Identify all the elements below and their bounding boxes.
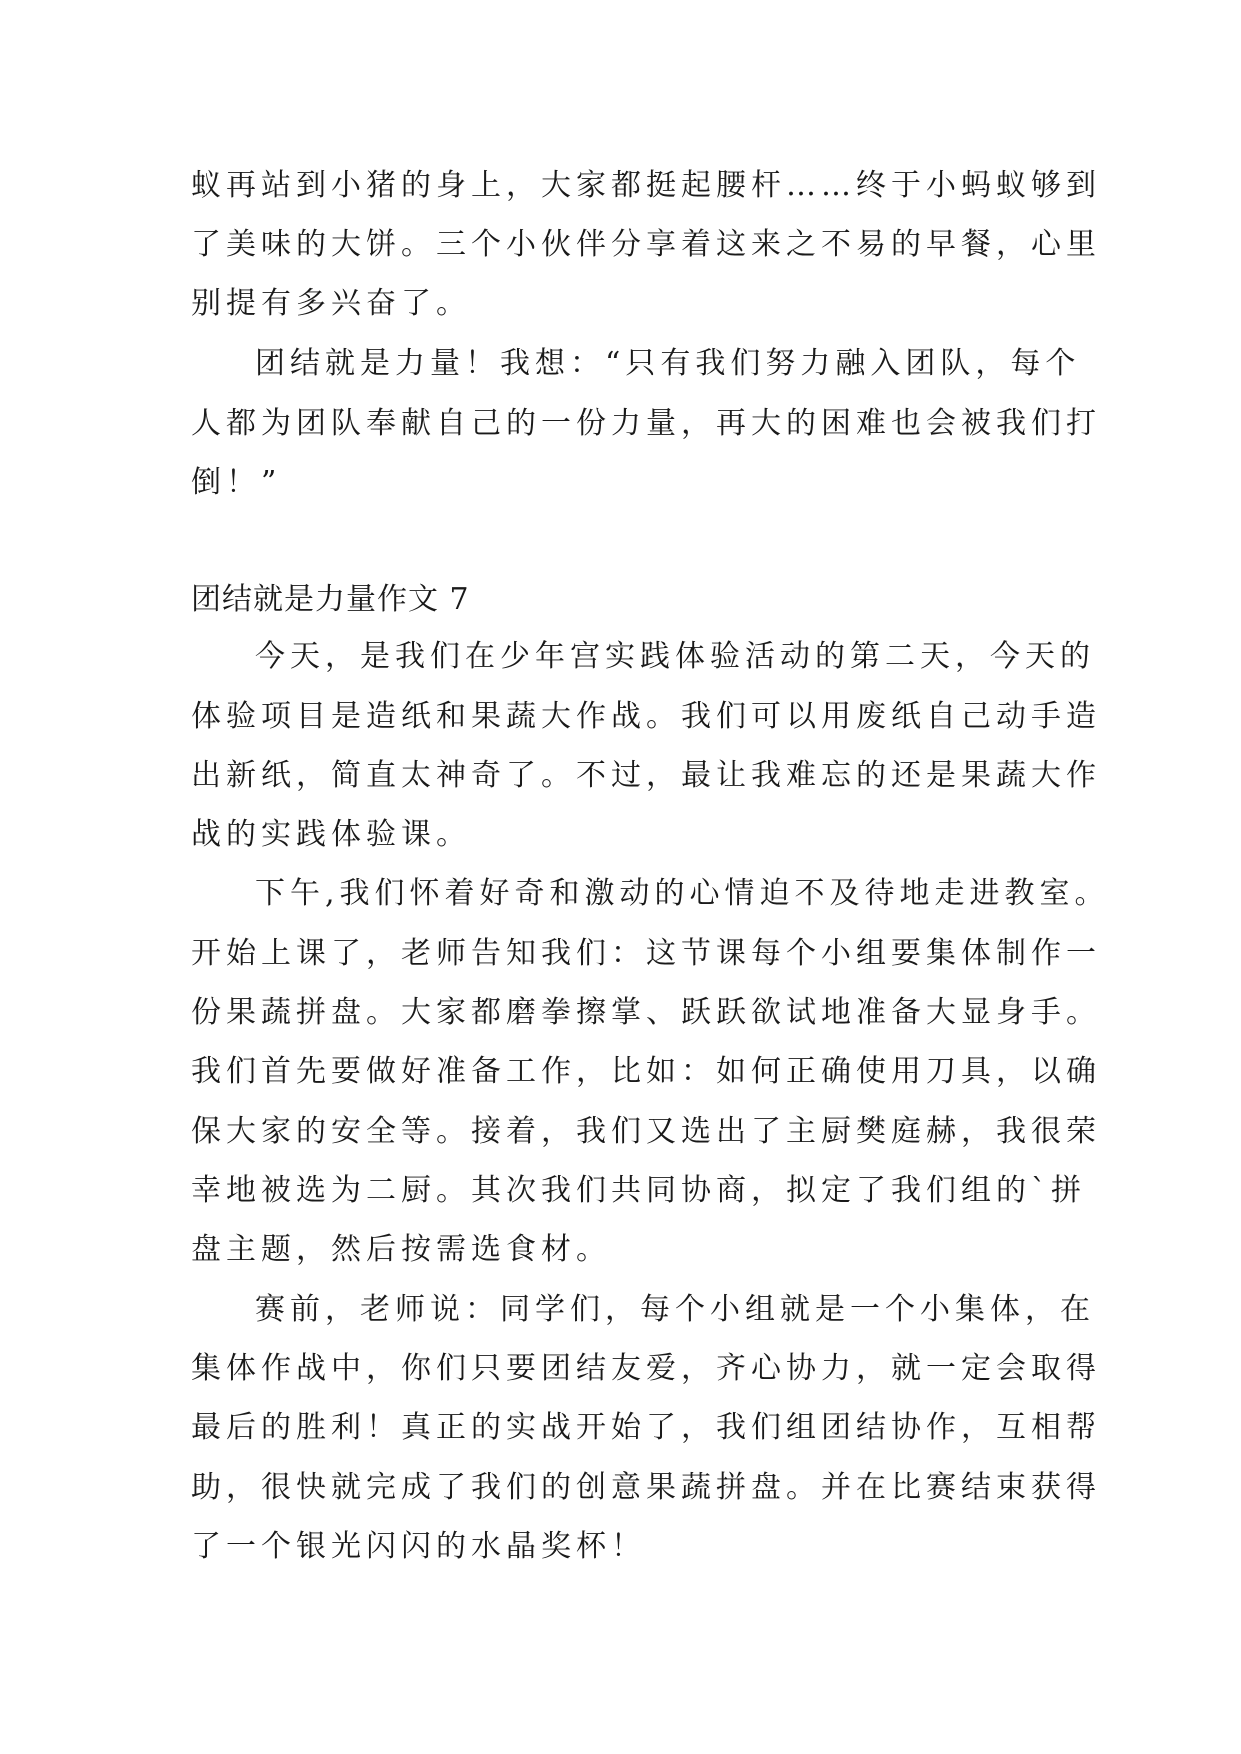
text-line: 份果蔬拼盘。大家都磨拳擦掌、跃跃欲试地准备大显身手。 [191,995,1101,1030]
text-line: 盘主题，然后按需选食材。 [191,1232,611,1267]
text-line: 别提有多兴奋了。 [191,286,471,321]
text-line: 体验项目是造纸和果蔬大作战。我们可以用废纸自己动手造 [191,699,1101,734]
text-line: 我们首先要做好准备工作，比如：如何正确使用刀具，以确 [191,1054,1101,1089]
text-line: 开始上课了，老师告知我们：这节课每个小组要集体制作一 [191,936,1101,971]
text-line: 了一个银光闪闪的水晶奖杯！ [191,1529,646,1564]
text-line: 倒！” [191,465,282,500]
text-line: 战的实践体验课。 [191,817,471,852]
paragraph-first-line: 团结就是力量！我想：“只有我们努力融入团队，每个 [255,346,1081,381]
text-line: 最后的胜利！真正的实战开始了，我们组团结协作，互相帮 [191,1410,1101,1445]
text-line: 幸地被选为二厨。其次我们共同协商，拟定了我们组的`拼 [191,1173,1086,1208]
paragraph-first-line: 今天，是我们在少年宫实践体验活动的第二天，今天的 [255,639,1095,674]
text-line: 蚁再站到小猪的身上，大家都挺起腰杆……终于小蚂蚁够到 [191,168,1101,203]
text-line: 集体作战中，你们只要团结友爱，齐心协力，就一定会取得 [191,1351,1101,1386]
section-heading: 团结就是力量作文 7 [191,582,470,617]
text-line: 人都为团队奉献自己的一份力量，再大的困难也会被我们打 [191,406,1101,441]
text-line: 了美味的大饼。三个小伙伴分享着这来之不易的早餐，心里 [191,227,1101,262]
paragraph-first-line: 下午,我们怀着好奇和激动的心情迫不及待地走进教室。 [255,876,1110,911]
text-line: 助，很快就完成了我们的创意果蔬拼盘。并在比赛结束获得 [191,1470,1101,1505]
text-line: 保大家的安全等。接着，我们又选出了主厨樊庭赫，我很荣 [191,1114,1101,1149]
paragraph-first-line: 赛前，老师说：同学们，每个小组就是一个小集体，在 [255,1292,1095,1327]
text-line: 出新纸，简直太神奇了。不过，最让我难忘的还是果蔬大作 [191,758,1101,793]
